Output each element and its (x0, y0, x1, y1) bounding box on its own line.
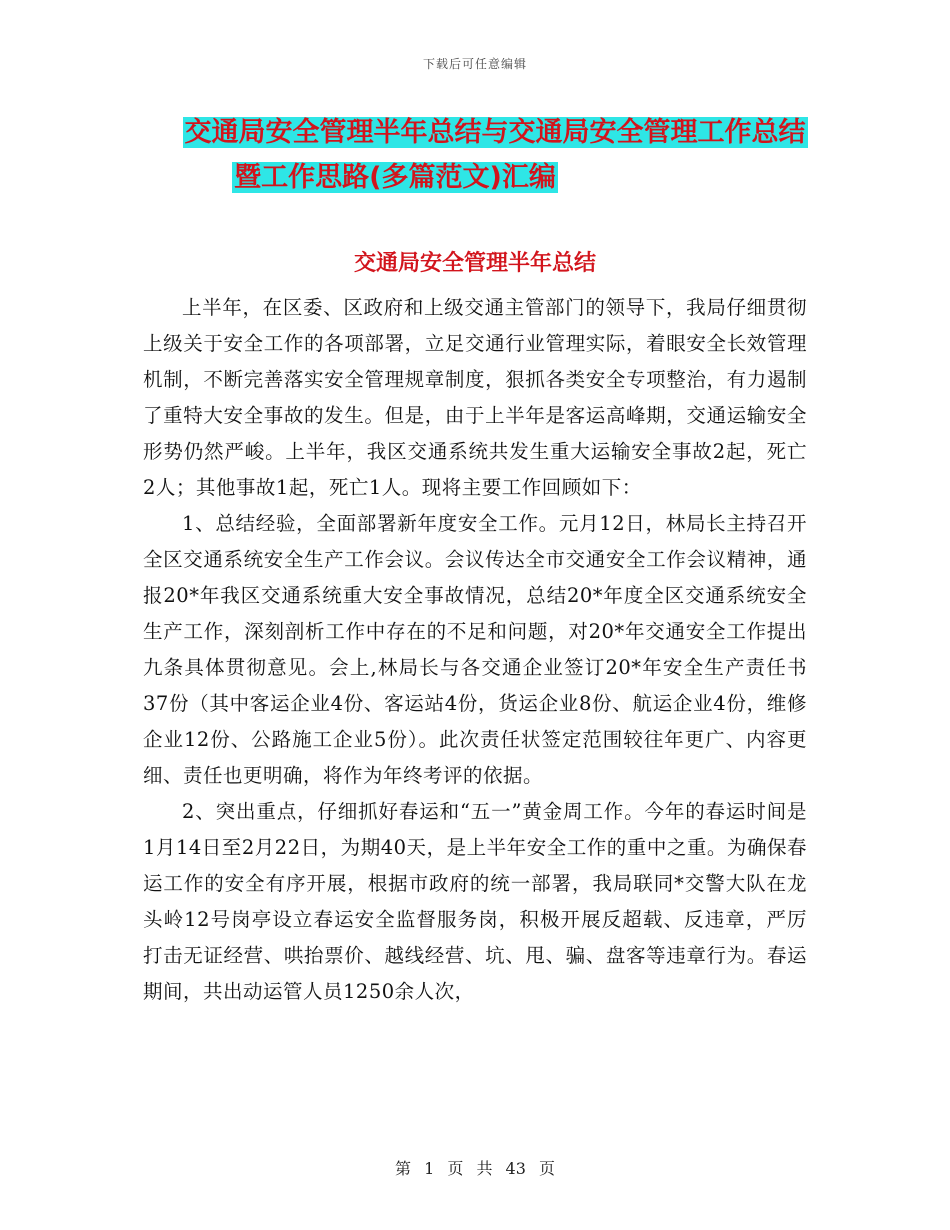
document-body (143, 290, 807, 1010)
document-title-text-1: 交通局安全管理半年总结与交通局安全管理工作总结 (184, 117, 806, 148)
document-title-line-1 (0, 110, 950, 156)
paragraph-item-2: 2、突出重点，仔细抓好春运和“五一”黄金周工作。今年的春运时间是1月14日至2月22日，为期40天，是上半年安全工作的重中之重。为确保春运工作的安全有序开展，根据市政府的统一部署，我局联同*交警大队在龙头岭12号岗亭设立春运安全监督服务岗，积极开展反超载、反违章，严厉打击无证经营、哄抬票价、越线经营、坑、甩、骗、盘客等违章行为。春运期间，共出动运管人员1250余人次， (143, 800, 807, 1003)
document-title-text-2: 暨工作思路(多篇范文)汇编 (234, 162, 556, 193)
page-header-note: 下载后可任意编辑 (422, 57, 527, 71)
page-footer: 第 1 页 共 43 页 (395, 1159, 555, 1178)
document-title-line-2 (0, 155, 790, 201)
paragraph-intro: 上半年，在区委、区政府和上级交通主管部门的领导下，我局仔细贯彻上级关于安全工作的各项部署，立足交通行业管理实际，着眼安全长效管理机制，不断完善落实安全管理规章制度，狠抓各类安全专项整治，有力遏制了重特大安全事故的发生。但是，由于上半年是客运高峰期，交通运输安全形势仍然严峻。上半年，我区交通系统共发生重大运输安全事故2起，死亡2人；其他事故1起，死亡1人。现将主要工作回顾如下： (143, 296, 807, 499)
paragraph-item-1: 1、总结经验，全面部署新年度安全工作。元月12日，林局长主持召开全区交通系统安全生产工作会议。会议传达全市交通安全工作会议精神，通报20*年我区交通系统重大安全事故情况，总结20*年度全区交通系统安全生产工作，深刻剖析工作中存在的不足和问题，对20*年交通安全工作提出九条具体贯彻意见。会上,林局长与各交通企业签订20*年安全生产责任书37份（其中客运企业4份、客运站4份，货运企业8份、航运企业4份，维修企业12份、公路施工企业5份）。此次责任状签定范围较往年更广、内容更细、责任也更明确，将作为年终考评的依据。 (143, 512, 807, 787)
section-heading: 交通局安全管理半年总结 (353, 251, 596, 276)
